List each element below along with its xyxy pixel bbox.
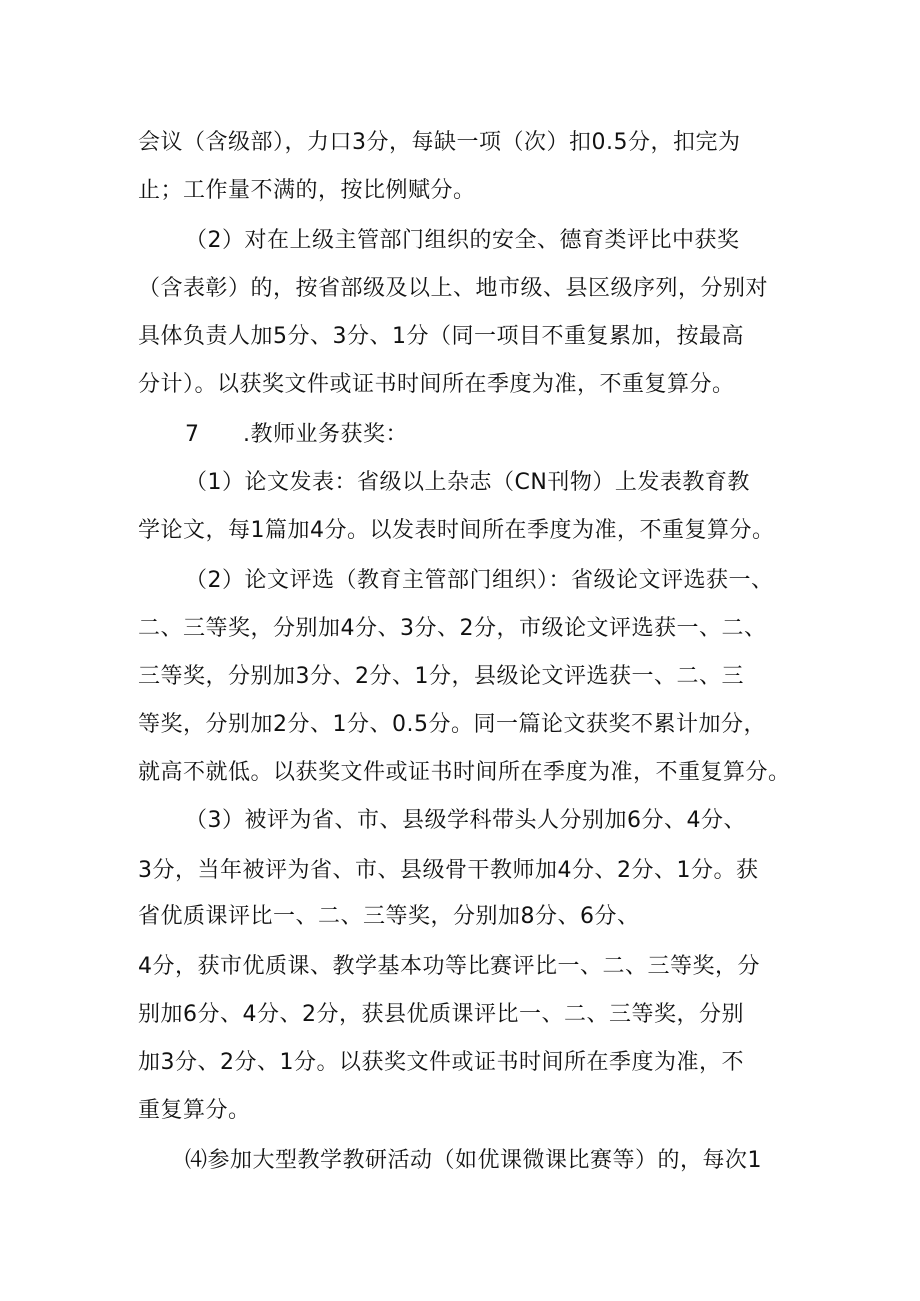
- text-line: 具体负责人加5分、3分、1分（同一项目不重复累加，按最高: [138, 324, 744, 349]
- text-line: ⑷参加大型教学教研活动（如优课微课比赛等）的，每次1: [185, 1148, 762, 1173]
- text-line: （3）被评为省、市、县级学科带头人分别加6分、4分、: [185, 808, 746, 833]
- text-line: 省优质课评比一、二、三等奖，分别加8分、6分、: [138, 904, 640, 929]
- text-line: 3分，当年被评为省、市、县级骨干教师加4分、2分、1分。获: [138, 858, 759, 883]
- section-number: 7: [185, 422, 200, 447]
- text-line: 加3分、2分、1分。以获奖文件或证书时间所在季度为准，不: [138, 1050, 744, 1075]
- text-line: 二、三等奖，分别加4分、3分、2分，市级论文评选获一、二、: [138, 616, 767, 641]
- text-line: 4分，获市优质课、教学基本功等比赛评比一、二、三等奖，分: [138, 954, 760, 979]
- text-line: （1）论文发表：省级以上杂志（CN刊物）上发表教育教: [185, 470, 750, 495]
- text-line: （2）论文评选（教育主管部门组织）：省级论文评选获一、: [185, 568, 774, 593]
- text-line: 分计）。以获奖文件或证书时间所在季度为准，不重复算分。: [138, 372, 735, 397]
- text-line: 学论文，每1篇加4分。以发表时间所在季度为准，不重复算分。: [138, 518, 775, 543]
- text-line: 别加6分、4分、2分，获县优质课评比一、二、三等奖，分别: [138, 1002, 744, 1027]
- text-line: 就高不就低。以获奖文件或证书时间所在季度为准，不重复算分。: [138, 760, 791, 785]
- text-line: 会议（含级部），力口3分，每缺一项（次）扣0.5分，扣完为: [138, 130, 741, 155]
- text-line: 止；工作量不满的，按比例赋分。: [138, 178, 476, 203]
- text-line: 三等奖，分别加3分、2分、1分，县级论文评选获一、二、三: [138, 664, 744, 689]
- text-line: （2）对在上级主管部门组织的安全、德育类评比中获奖: [185, 228, 740, 253]
- text-line: 等奖，分别加2分、1分、0.5分。同一篇论文获奖不累计加分，: [138, 712, 766, 737]
- text-line: 重复算分。: [138, 1098, 251, 1123]
- text-line: （含表彰）的，按省部级及以上、地市级、县区级序列，分别对: [138, 276, 769, 301]
- section-heading: .教师业务获奖：: [243, 422, 408, 447]
